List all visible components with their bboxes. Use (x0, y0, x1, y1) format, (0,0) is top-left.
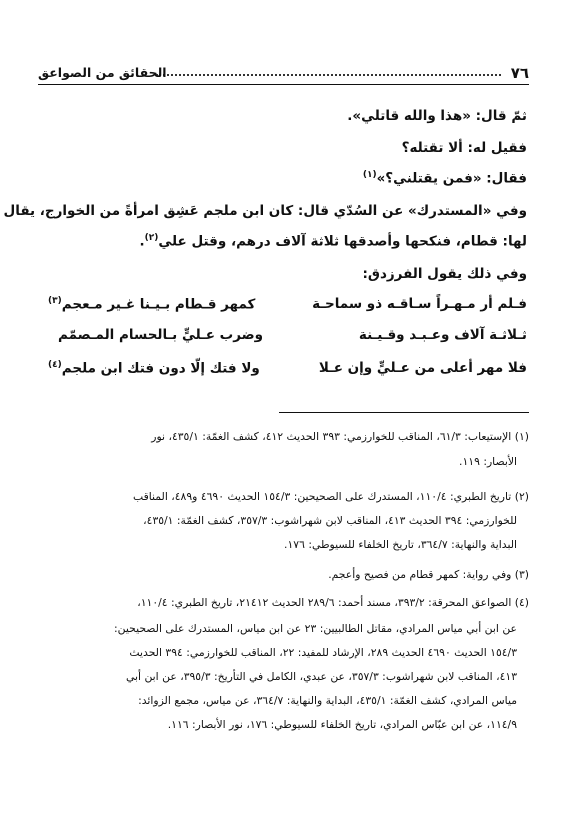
header-dot-leader (156, 72, 501, 76)
footnote-4-line-6: ١١٤/٩، عن ابن عبّاس المرادي، تاريخ الخلفاء للسيوطي: ١٧٦، نور الأبصار: ١١٦. (167, 718, 517, 731)
verse-2-first-hemistich: ثـلاثـة آلاف وعـبـد وقـيـنة (358, 327, 527, 343)
footnote-2-line-1: (٢) تاريخ الطبري: ١١٠/٤، المستدرك على الصحيحين: ١٥٤/٣ الحديث ٤٦٩٠ و٤٨٩، المناقب (132, 490, 529, 503)
footnote-1-line-1: (١) الإستيعاب: ٦١/٣، المناقب للخوارزمي: ٣٩٣ الحديث ٤١٢، كشف الغمّة: ٤٣٥/١، نور (151, 430, 529, 443)
footnote-2-line-2: للخوارزمي: ٣٩٤ الحديث ٤١٣، المناقب لابن شهراشوب: ٣٥٧/٣، كشف الغمّة: ٤٣٥/١، (143, 514, 517, 527)
verse-3-second-hemistich (48, 360, 260, 377)
footnote-separator (279, 412, 529, 413)
body-line-3-text: فقال: «فمن يقتلني؟» (376, 170, 527, 187)
footnote-ref-3: (٣) (48, 296, 62, 306)
footnote-4-line-3: ١٥٤/٣ الحديث ٤٦٩٠ الحديث ٢٨٩، الإرشاد للمفيد: ٢٢، المناقب للخوارزمي: ٣٩٤ الحديث (129, 646, 517, 659)
footnote-ref-2: (٢) (144, 233, 159, 243)
header-rule (38, 84, 529, 85)
verse-1-second-text: كمهر قـطام بـيـنا غـير مـعجم (61, 296, 256, 313)
verse-2-second-hemistich: وضرب عـليٍّ بـالحسام المـصمّم (58, 327, 264, 343)
verse-3-second-text: ولا فتك إلّا دون فتك ابن ملجم (61, 360, 260, 377)
body-line-2: فقيل له: ألا تقتله؟ (401, 140, 527, 156)
page-number: ٧٦ (510, 64, 529, 82)
body-line-1: ثمّ قال: «هذا والله قاتلي». (347, 108, 527, 124)
footnote-1-line-2: الأبصار: ١١٩. (459, 455, 517, 468)
running-title: الحقائق من الصواعق (38, 65, 167, 80)
body-line-5-text: لها: قطام، فنكحها وأصدقها ثلاثة آلاف درهم، وقتل علي (158, 233, 527, 250)
footnote-3: (٣) وفي رواية: كمهر قطام من فصيح وأعجم. (328, 568, 529, 581)
body-line-3 (38, 170, 527, 187)
verse-3-first-hemistich: فلا مهر أعلى من عـليٍّ وإن عـلا (318, 360, 527, 376)
footnote-ref-4: (٤) (48, 360, 62, 370)
verse-1-second-hemistich (48, 296, 255, 313)
footnote-4-line-5: مياس المرادي، كشف الغمّة: ٤٣٥/١، البداية والنهاية: ٣٦٤/٧، عن مياس، مجمع الزوائد: (138, 694, 517, 707)
footnote-4-line-4: ٤١٣، المناقب لابن شهراشوب: ٣٥٧/٣، عن عبدي، الكامل في التأريخ: ٣٩٥/٣، عن ابن أبي (126, 670, 517, 683)
body-line-4: وفي «المستدرك» عن السُدّي قال: كان ابن ملجم عَشِق امرأةً من الخوارج، يقال (3, 203, 527, 219)
page-header (38, 64, 529, 86)
body-line-5 (38, 233, 527, 250)
footnote-4-line-1: (٤) الصواعق المحرقة: ٣٩٣/٢، مسند أحمد: ٢٨٩/٦ الحديث ٢١٤١٢، تاريخ الطبري: ١١٠/٤، (137, 596, 529, 609)
footnote-2-line-3: البداية والنهاية: ٣٦٤/٧، تاريخ الخلفاء للسيوطي: ١٧٦. (284, 538, 517, 551)
body-line-5-end: . (139, 233, 145, 250)
verse-1-first-hemistich: فـلم أر مـهـراً سـاقـه ذو سماحـة (312, 296, 527, 312)
footnote-ref-1: (١) (362, 170, 377, 180)
footnote-4-line-2: عن ابن أبي مياس المرادي، مقاتل الطالبيين: ٢٣ عن ابن مياس، المستدرك على الصحيحين: (114, 622, 517, 635)
body-line-6: وفي ذلك يقول الفرزدق: (362, 266, 527, 282)
